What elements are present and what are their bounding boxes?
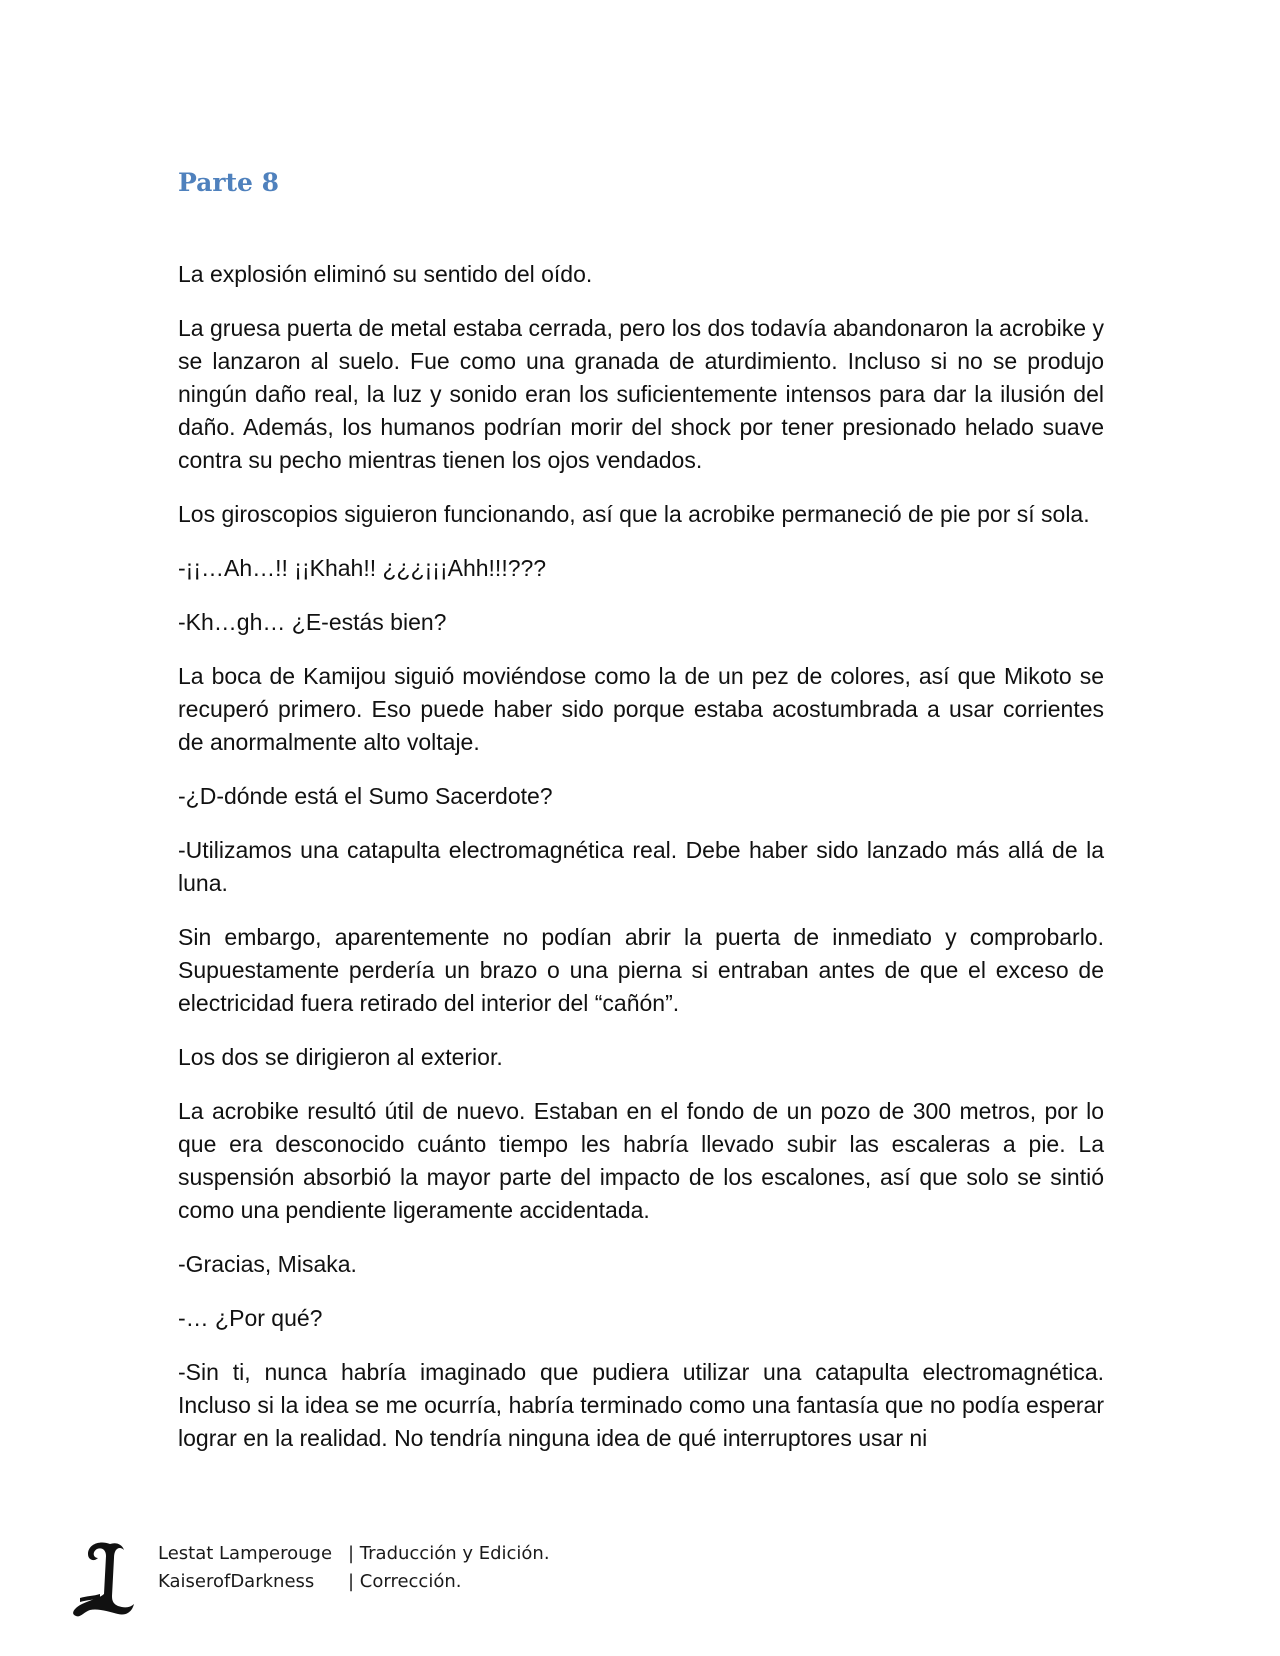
credit-line (158, 1568, 550, 1596)
paragraph: -Kh…gh… ¿E-estás bien? (178, 609, 447, 635)
paragraph: Los giroscopios siguieron funcionando, así que la acrobike permaneció de pie por sí sola. (178, 501, 1090, 527)
credit-line (158, 1540, 550, 1568)
credit-role: | Traducción y Edición. (348, 1543, 550, 1564)
paragraph: La boca de Kamijou siguió moviéndose como la de un pez de colores, así que Mikoto se recuperó primero. Eso puede haber sido porque estaba acostumbrada a usar corrientes de anormalmente alto voltaje. (178, 663, 1104, 755)
paragraph: La gruesa puerta de metal estaba cerrada, pero los dos todavía abandonaron la acrobike y se lanzaron al suelo. Fue como una granada de aturdimiento. Incluso si no se produjo ningún daño real, la luz y sonido eran los suficientemente intensos para dar la ilusión del daño. Además, los humanos podrían morir del shock por tener presionado helado suave contra su pecho mientras tienen los ojos vendados. (178, 315, 1104, 473)
section-heading: Parte 8 (178, 168, 280, 197)
paragraph: -Gracias, Misaka. (178, 1251, 357, 1277)
page-footer (66, 1538, 666, 1628)
credit-name: Lestat Lamperouge (158, 1543, 333, 1564)
paragraph: La acrobike resultó útil de nuevo. Estaban en el fondo de un pozo de 300 metros, por lo que era desconocido cuánto tiempo les habría llevado subir las escaleras a pie. La suspensión absorbió la mayor parte del impacto de los escalones, así que solo se sintió como una pendiente ligeramente accidentada. (178, 1098, 1104, 1223)
paragraph: -… ¿Por qué? (178, 1305, 323, 1331)
paragraph: Sin embargo, aparentemente no podían abrir la puerta de inmediato y comprobarlo. Supuestamente perdería un brazo o una pierna si entraban antes de que el exceso de electricidad fuera retirado del interior del “cañón”. (178, 924, 1104, 1016)
credit-role: | Corrección. (348, 1571, 462, 1592)
body-text (178, 258, 1104, 1476)
paragraph: -Utilizamos una catapulta electromagnética real. Debe haber sido lanzado más allá de la luna. (178, 837, 1104, 896)
paragraph: -¿D-dónde está el Sumo Sacerdote? (178, 783, 553, 809)
paragraph: La explosión eliminó su sentido del oído. (178, 261, 593, 287)
credit-name: KaiserofDarkness (158, 1571, 315, 1592)
paragraph: Los dos se dirigieron al exterior. (178, 1044, 503, 1070)
paragraph: -¡¡…Ah…!! ¡¡Khah!! ¿¿¿¡¡¡Ahh!!!??? (178, 555, 547, 581)
paragraph: -Sin ti, nunca habría imaginado que pudiera utilizar una catapulta electromagnética. Incluso si la idea se me ocurría, habría terminado como una fantasía que no podía esperar lograr en la realidad. No tendría ninguna idea de qué interruptores usar ni (178, 1359, 1104, 1451)
credits (158, 1540, 550, 1596)
gothic-letter-l-icon (66, 1538, 136, 1618)
